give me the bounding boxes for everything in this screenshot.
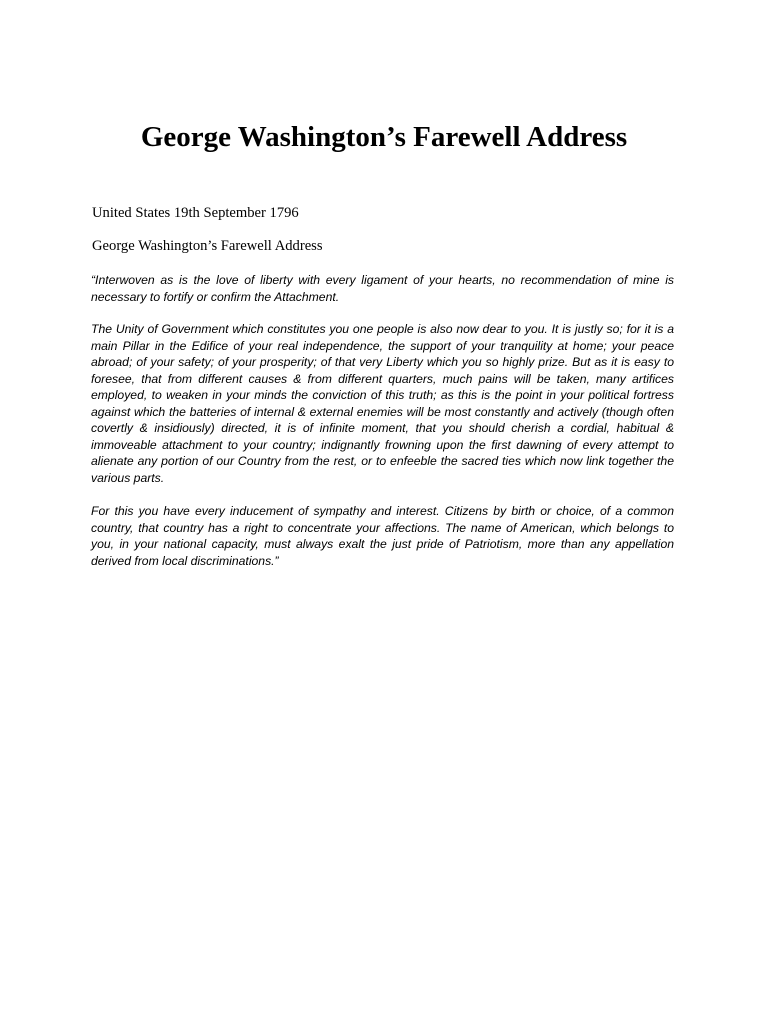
paragraph-3: For this you have every inducement of sympathy and interest. Citizens by birth or choice, of a common country, that country has a right to concentrate your affections. The name of American, which belongs to you, in your national capacity, must always exalt the just pride of Patriotism, more than any appellation derived from local discriminations.” bbox=[91, 504, 674, 568]
document-subtitle: George Washington’s Farewell Address bbox=[92, 238, 323, 254]
paragraph-1: “Interwoven as is the love of liberty with every ligament of your hearts, no recommendation of mine is necessary to fortify or confirm the Attachment. bbox=[91, 273, 674, 304]
document-title: George Washington’s Farewell Address bbox=[140, 121, 628, 153]
paragraph-2: The Unity of Government which constitutes you one people is also now dear to you. It is justly so; for it is a main Pillar in the Edifice of your real independence, the support of your tranquility at home; your peace abroad; of your safety; of your prosperity; of that very Liberty which you so highly prize. But as it is easy to foresee, that from different causes & from different quarters, much pains will be taken, many artifices employed, to weaken in your minds the conviction of this truth; as this is the point in your political fortress against which the batteries of internal & external enemies will be most constantly and actively (though often covertly & insidiously) directed, it is of infinite moment, that you should cherish a cordial, habitual & immoveable attachment to your country; indignantly frowning upon the first dawning of every attempt to alienate any portion of our Country from the rest, or to enfeeble the sacred ties which now link together the various parts. bbox=[91, 322, 674, 485]
date-line: United States 19th September 1796 bbox=[92, 205, 299, 221]
